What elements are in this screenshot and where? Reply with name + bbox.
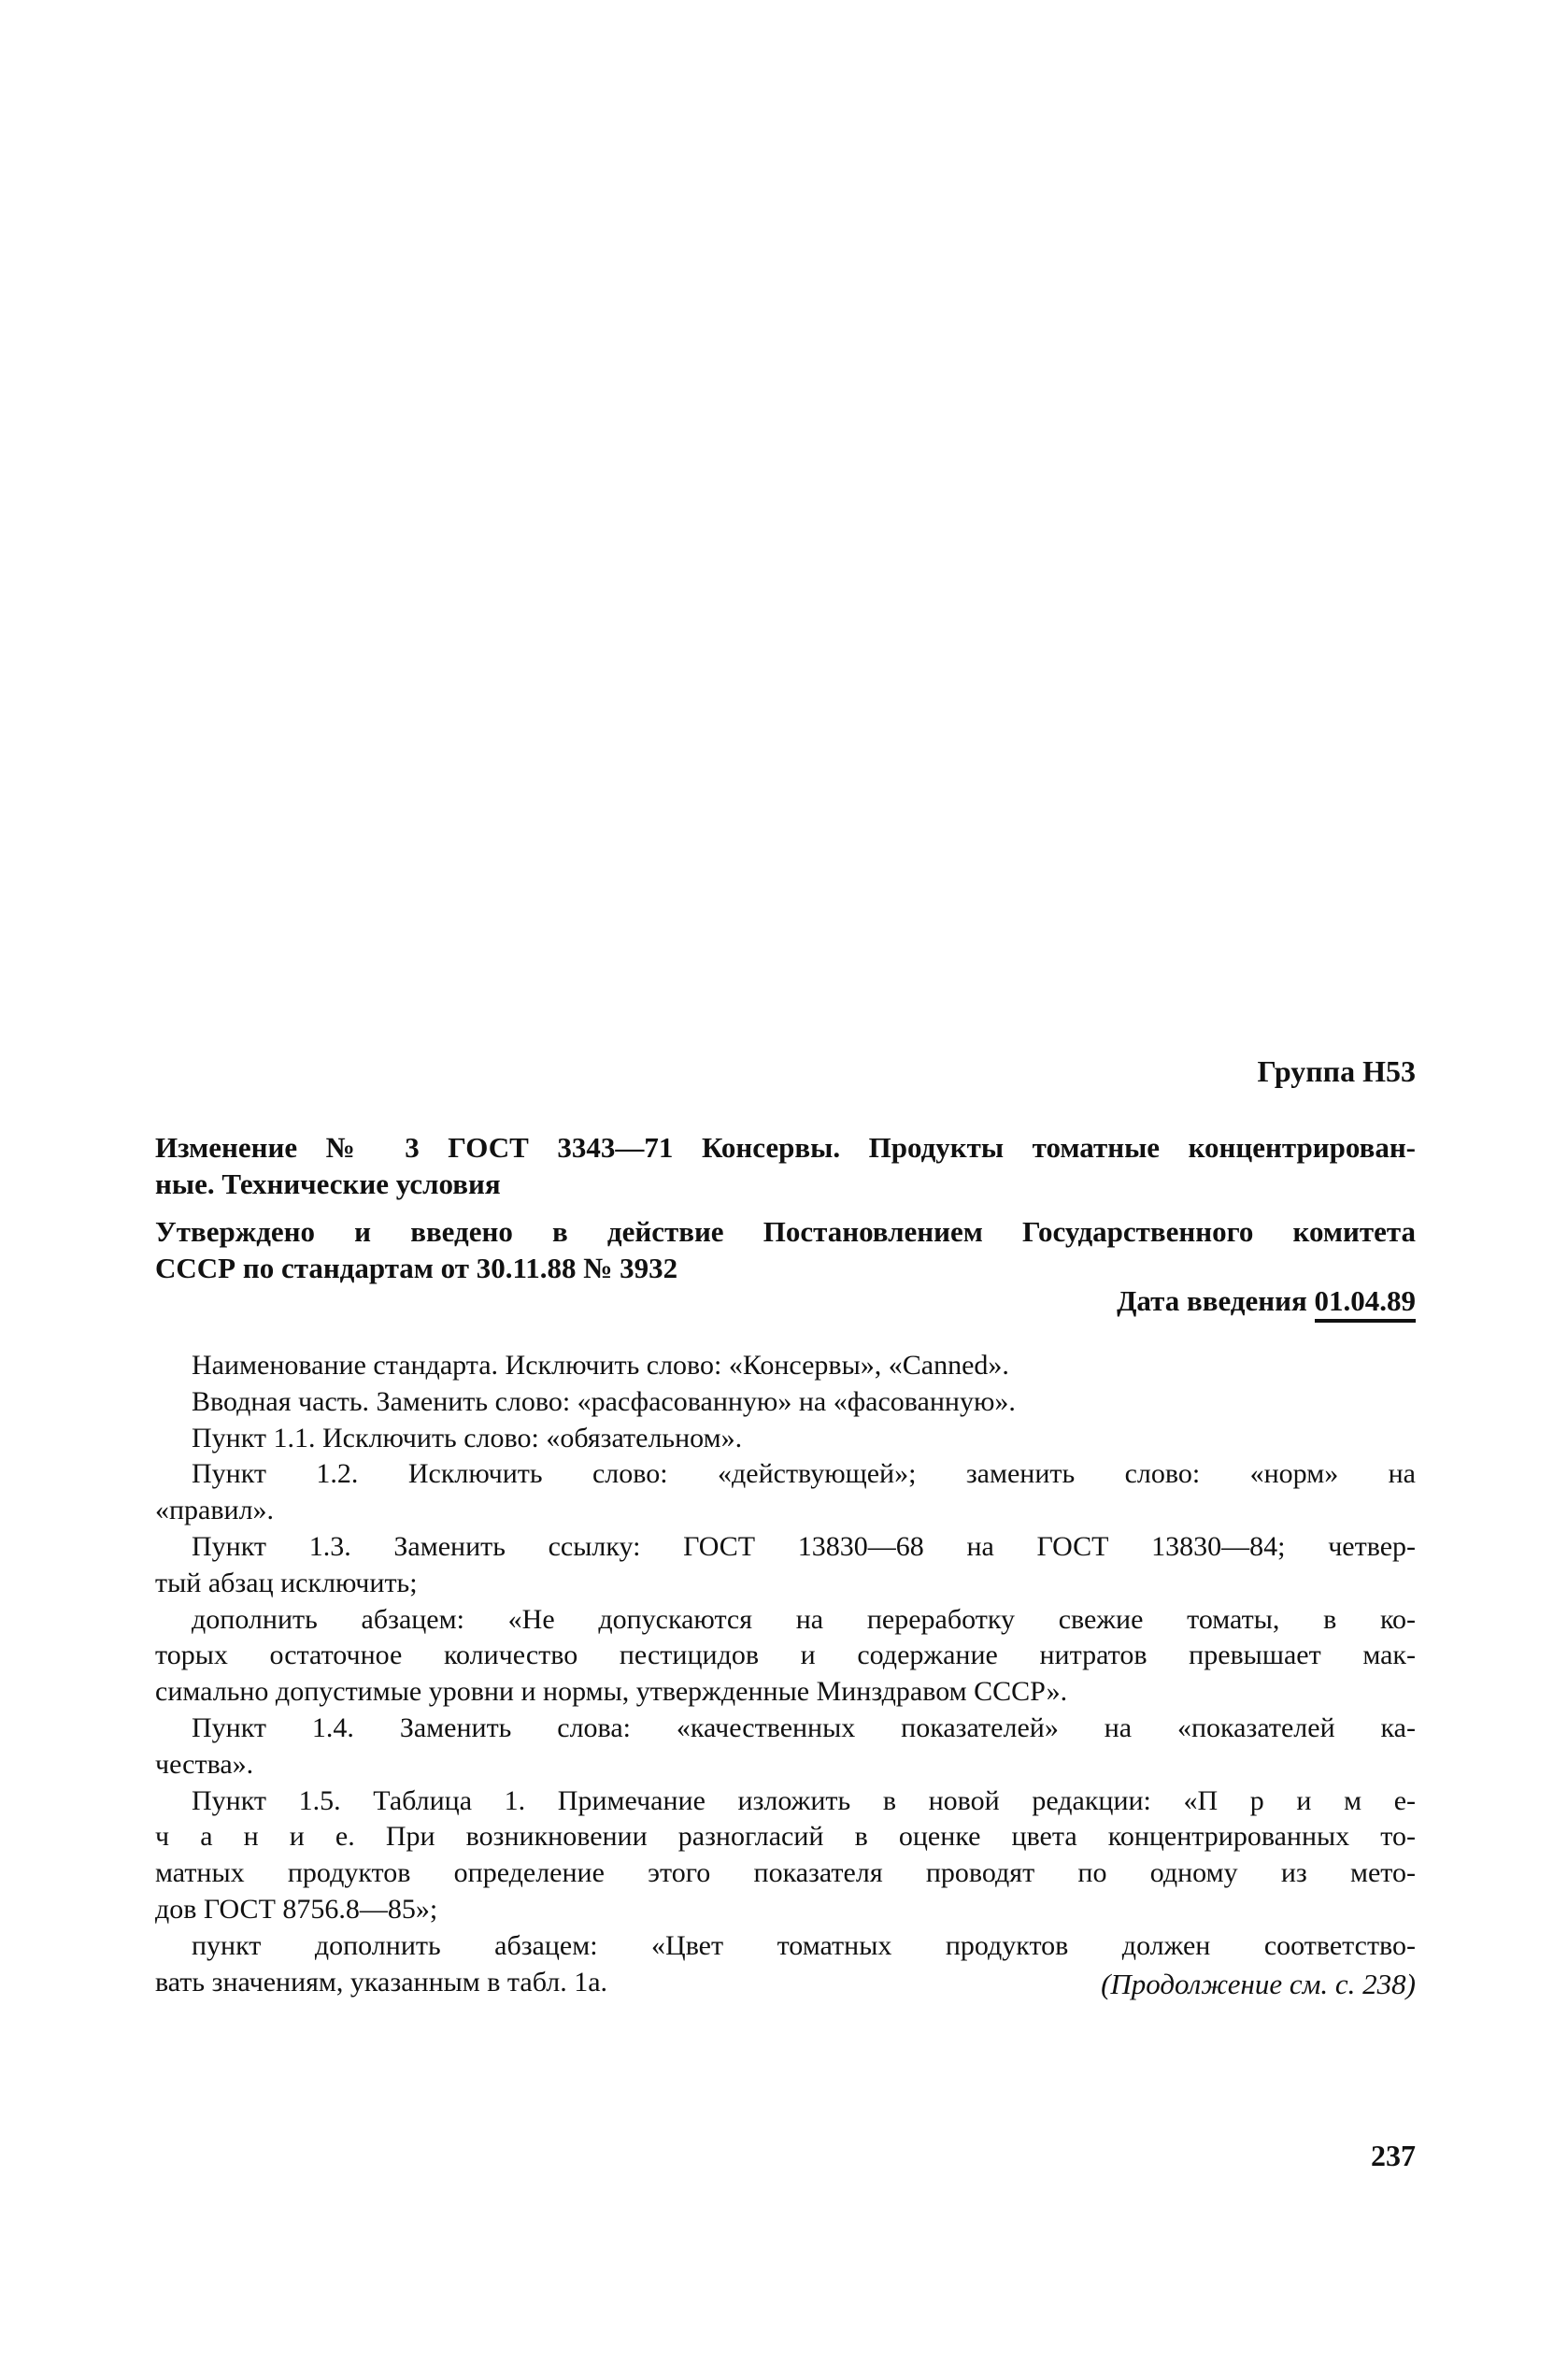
body-line: тый абзац исключить; bbox=[155, 1567, 418, 1598]
body-line: пункт дополнить абзацем: «Цвет томатных продуктов должен соответство- bbox=[192, 1929, 1416, 1961]
title-line: Изменение № 3 ГОСТ 3343—71 Консервы. Продукты томатные концентрирован- bbox=[155, 1131, 1416, 1164]
continuation-note: (Продолжение см. с. 238) bbox=[1101, 1968, 1416, 2000]
body-line: Наименование стандарта. Исключить слово: «Консервы», «Canned». bbox=[192, 1350, 1009, 1381]
effective-date bbox=[1117, 1284, 1416, 1318]
body-line: Пункт 1.3. Заменить ссылку: ГОСТ 13830—68 на ГОСТ 13830—84; четвер- bbox=[192, 1530, 1416, 1562]
approval-line: Утверждено и введено в действие Постановлением Государственного комитета bbox=[155, 1215, 1416, 1248]
body-line: Пункт 1.5. Таблица 1. Примечание изложить в новой редакции: «П р и м е- bbox=[192, 1784, 1416, 1816]
date-value: 01.04.89 bbox=[1315, 1284, 1417, 1323]
group-code: Группа Н53 bbox=[1257, 1054, 1416, 1088]
body-line: дополнить абзацем: «Не допускаются на переработку свежие томаты, в ко- bbox=[192, 1603, 1416, 1635]
body-line: симально допустимые уровни и нормы, утвержденные Минздравом СССР». bbox=[155, 1676, 1068, 1708]
body-line: Пункт 1.1. Исключить слово: «обязательном». bbox=[192, 1422, 743, 1454]
amendment-title bbox=[155, 1129, 1416, 1202]
body-line: матных продуктов определение этого показателя проводят по одному из мето- bbox=[155, 1857, 1416, 1889]
approval-line: СССР по стандартам от 30.11.88 № 3932 bbox=[155, 1252, 678, 1284]
body-text bbox=[155, 1348, 1416, 2000]
body-line: Пункт 1.4. Заменить слова: «качественных показателей» на «показателей ка- bbox=[192, 1711, 1416, 1743]
date-label: Дата введения bbox=[1117, 1284, 1307, 1317]
approval-statement bbox=[155, 1213, 1416, 1286]
body-line: вать значениям, указанным в табл. 1а. bbox=[155, 1966, 608, 1998]
body-line: Пункт 1.2. Исключить слово: «действующей»; заменить слово: «норм» на bbox=[192, 1458, 1416, 1490]
body-line: «правил». bbox=[155, 1495, 275, 1526]
page-number: 237 bbox=[1371, 2139, 1416, 2172]
title-line: ные. Технические условия bbox=[155, 1167, 501, 1200]
body-line: Вводная часть. Заменить слово: «расфасованную» на «фасованную». bbox=[192, 1385, 1016, 1417]
body-line: дов ГОСТ 8756.8—85»; bbox=[155, 1893, 438, 1925]
body-line: чества». bbox=[155, 1748, 254, 1780]
body-line: ч а н и е. При возникновении разногласий в оценке цвета концентрированных то- bbox=[155, 1821, 1416, 1853]
body-line: торых остаточное количество пестицидов и содержание нитратов превышает мак- bbox=[155, 1640, 1416, 1671]
